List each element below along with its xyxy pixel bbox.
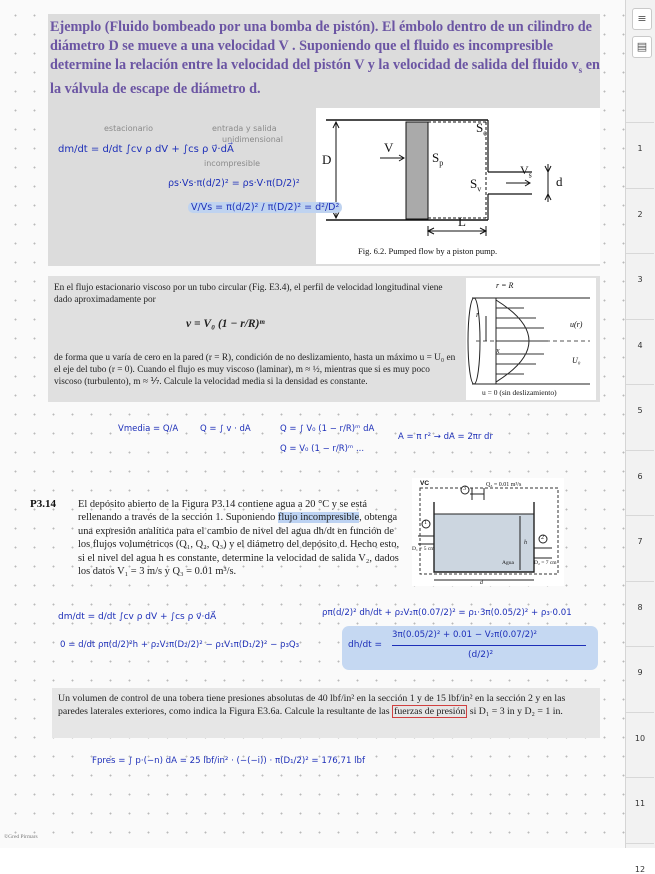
note-unidimensional: unidimensional	[222, 135, 283, 144]
page-sidebar	[625, 0, 655, 848]
fig1-L: L	[458, 214, 466, 229]
hw-ex3-eqB: 0 = d/dt ρπ(d/2)²h + ρ₂V₂π(D₂/2)² − ρ₁V₁π(D₁/2)² − ρ₃Q₃	[60, 640, 300, 650]
hw-ex1-eq2: ρs·Vs·π(d/2)² = ρs·V·π(D/2)²	[168, 178, 300, 189]
page-tab-divider	[626, 450, 654, 451]
page-tab-5[interactable]: 5	[637, 406, 643, 415]
example2-formula: v = V₀ (1 − r/R)ᵐ	[186, 318, 265, 330]
page-tab-divider	[626, 515, 654, 516]
page-tab-divider	[626, 777, 654, 778]
fig3-d: d	[480, 580, 483, 586]
fig2-rR: r = R	[496, 281, 514, 290]
hw-area: A = π r² → dA = 2πr dr	[398, 432, 493, 442]
problem-label: P3.14	[30, 498, 56, 510]
hw-q-integral: Q = ∫ v · dA	[200, 424, 251, 434]
page-tab-9[interactable]: 9	[637, 668, 643, 677]
boxed-fuerzas-de-presion: fuerzas de presión	[394, 706, 466, 717]
page-tab-8[interactable]: 8	[637, 602, 643, 612]
fig3-n3: 3	[463, 486, 466, 492]
page-tab-4[interactable]: 4	[637, 340, 643, 350]
hw-ex1-eq3: V/Vs = π(d/2)² / π(D/2)² = d²/D²	[188, 202, 342, 213]
note-incompresible: incompresible	[204, 159, 261, 168]
page-tab-divider	[626, 319, 654, 320]
page-tab-divider	[626, 188, 654, 189]
page-tab-2[interactable]: 2	[637, 209, 643, 219]
page-tab-12[interactable]: 12	[634, 864, 646, 874]
fig1-sv: $S_v$	[470, 176, 482, 194]
hw-ex3-numerator: 3π(0.05/2)² + 0.01 − V₂π(0.07/2)²	[392, 630, 537, 640]
page-tab-10[interactable]: 10	[634, 733, 646, 743]
tank-diagram	[412, 478, 564, 586]
fig2-ur: u(r)	[570, 320, 583, 329]
page-tab-11[interactable]: 11	[634, 799, 646, 808]
fig1-sp: $S_p$	[432, 150, 444, 168]
hw-pressure-force: Fpres = ∫ p·(−n) dA = 25 lbf/in² · (−(−i)) · π(D₁/2)² = 176,71 lbf	[92, 756, 366, 766]
fig3-h: h	[524, 540, 527, 546]
fig1-vs: $V_s$	[520, 163, 532, 180]
fig3-vc: VC	[420, 480, 430, 487]
fig1-d: d	[556, 174, 563, 189]
fig3-agua: Agua	[502, 560, 514, 566]
fig3-n1: 1	[424, 520, 427, 526]
example2-p1: En el flujo estacionario viscoso por un tubo circular (Fig. E3.4), el perfil de velocidad longitudinal viene dado aproximadamente por	[54, 283, 443, 305]
example1-text: Ejemplo (Fluido bombeado por una bomba de pistón). El émbolo dentro de un cilindro de diámetro D se mueve a una velocidad V . Suponiendo que el fluido es incompresible determine la relación entre la velocidad del pistón V y la velocidad de salida del fluido $v_s$ en la válvula de escape de diámetro d.	[50, 19, 600, 97]
page-tab-6[interactable]: 6	[637, 471, 643, 481]
fig2-x: x	[496, 346, 500, 355]
bookmarks-icon[interactable]: ▤	[632, 36, 652, 58]
highlight-flujo-incompresible: flujo incompresible	[277, 512, 360, 524]
hw-ex3-eqC: ρπ(d/2)² dh/dt + ρ₂V₂π(0.07/2)² = ρ₁·3π(0.05/2)² + ρ₃·0.01	[322, 608, 572, 618]
fig2-U0: U₀	[572, 356, 581, 365]
page-tab-1[interactable]: 1	[637, 144, 643, 153]
note-estacionario: estacionario	[104, 124, 154, 133]
hw-vmedia: Vmedia = Q/A	[118, 424, 179, 434]
fig1-se: $S_e$	[476, 120, 487, 138]
page-tab-divider	[626, 843, 654, 844]
hw-mass-balance-1: dm/dt = d/dt ∫cv ρ dV + ∫cs ρ v⃗·dA⃗	[58, 144, 234, 155]
page-tab-divider	[626, 122, 654, 123]
pipe-profile-diagram	[466, 278, 596, 400]
fig1-caption: Fig. 6.2. Pumped flow by a piston pump.	[358, 246, 498, 256]
hw-ex3-lhs: dh/dt =	[348, 640, 383, 650]
menu-icon[interactable]: ≡	[632, 8, 652, 30]
example4-text: Un volumen de control de una tobera tiene presiones absolutas de 40 lbf/in² en la sección 1 y de 15 lbf/in² en la sección 2 y en las paredes laterales exteriores, como indica la Figura E3.6a. Calcule la resultante de las fuerzas de presión si D₁ = 3 in y D₂ = 1 in.	[58, 693, 566, 717]
page-tab-divider	[626, 646, 654, 647]
page-tab-7[interactable]: 7	[637, 537, 643, 546]
fig3-n2: 2	[541, 535, 544, 541]
copyright: ©Gred Pirmars	[4, 834, 38, 840]
hw-mass-balance-2: dm/dt = d/dt ∫cv ρ dV + ∫cs ρ v⃗·dA⃗	[58, 612, 217, 622]
hw-ex3-denominator: (d/2)²	[468, 650, 494, 660]
fig1-V: V	[384, 140, 394, 155]
example3-text: El depósito abierto de la Figura P3.14 contiene agua a 20 °C y se está rellenando a través de la sección 1. Suponiendo flujo incompresible, obtenga una expresión analítica para el cambio de nivel del agua dh/dt en función de los flujos volumétricos (Q₁, Q₂, Q₃) y el diámetro del depósito d. Hecho esto, si el nivel del agua h es constante, determine la velocidad de salida V₂, dados los datos V₁ = 3 m/s y Q₃ = 0.01 m³/s.	[78, 499, 400, 578]
fig1-D: D	[322, 152, 332, 167]
hw-q-profile: Q = ∫ V₀ (1 − r/R)ᵐ dA	[280, 424, 375, 434]
page-tab-divider	[626, 253, 654, 254]
fig2-r: r	[476, 310, 480, 319]
hw-ex3-fraction-line	[392, 645, 586, 646]
fig2-bottom: u = 0 (sin deslizamiento)	[482, 388, 557, 397]
page-tab-divider	[626, 712, 654, 713]
fig3-d1: D₁ = 5 cm	[412, 546, 435, 552]
note-entrada-salida: entrada y salida	[212, 124, 277, 133]
page-tab-3[interactable]: 3	[637, 275, 643, 284]
hw-q-result: Q = V₀ (1 − r/R)ᵐ ...	[280, 444, 365, 454]
fig3-d2: D₂ = 7 cm	[534, 560, 557, 566]
fig3-q3: Q₃ = 0.01 m³/s	[486, 482, 522, 488]
page-tab-divider	[626, 581, 654, 582]
example2-p2: de forma que u varía de cero en la pared (r = R), condición de no deslizamiento, hasta un máximo u = U₀ en el eje del tubo (r = 0). Cuando el flujo es muy viscoso (laminar), m ≈ ½, mientras que si es muy poco viscoso (turbulento), m ≈ ⅐. Calcule la velocidad media si la densidad es constante.	[54, 353, 456, 387]
page-tab-divider	[626, 384, 654, 385]
